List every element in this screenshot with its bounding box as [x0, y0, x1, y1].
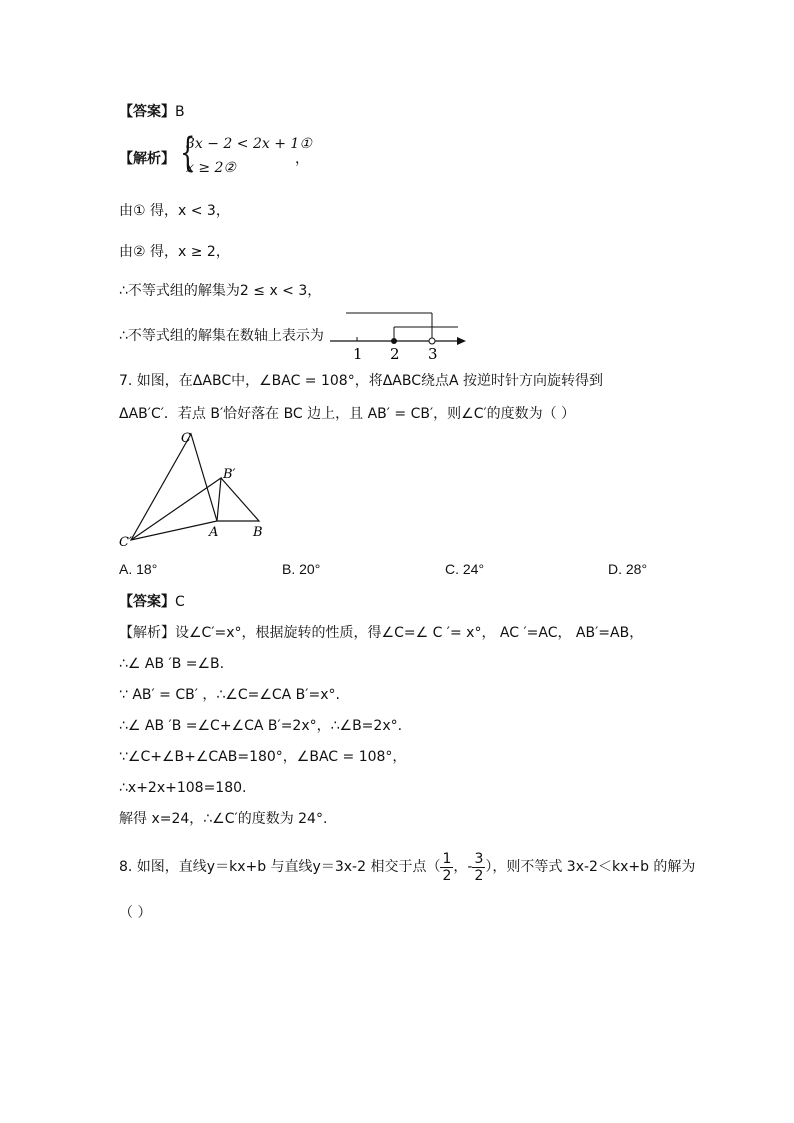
choice-b: B. 20° — [282, 561, 321, 577]
q7-stem-line-2: ΔAB′C′．若点 B′恰好落在 BC 边上，且 AB′ = CB′，则∠C′的度数为（ ） — [119, 406, 576, 422]
choice-c: C. 24° — [445, 561, 485, 577]
numberline-intro: ∴不等式组的解集在数轴上表示为 — [119, 328, 324, 344]
tick-label-3: 3 — [428, 345, 438, 363]
answer-tag: 【答案】 — [119, 104, 175, 120]
q8-stem-post: ），则不等式 3x-2＜kx+b 的解为 — [485, 859, 696, 875]
fraction-three-halves: $\frac{3}{2}$ — [474, 850, 484, 884]
label-C-prime: C′ — [119, 535, 132, 550]
q7-analysis-line-3: ∵ AB′ = CB′ ，∴∠C=∠CA B′=x°. — [119, 687, 340, 703]
fraction-one-half: $\frac{1}{2}$ — [442, 850, 452, 884]
answer-line — [119, 102, 185, 122]
choice-d: D. 28° — [608, 561, 648, 577]
q7-analysis-line-4: ∴∠ AB ′B =∠C+∠CA B′=2x°，∴∠B=2x°. — [119, 718, 403, 734]
q8-separator: ，- — [453, 859, 473, 875]
system-tail: ， — [295, 151, 309, 167]
answer-value: B — [175, 104, 185, 120]
solution-line: ∴不等式组的解集为2 ≤ x < 3， — [119, 283, 322, 299]
triangle-rotation-figure — [115, 428, 275, 552]
number-line-diagram — [330, 308, 470, 364]
closed-point-2 — [391, 338, 397, 344]
q7-analysis-line-6: ∴x+2x+108=180. — [119, 780, 247, 796]
q8-stem-pre: 8. 如图，直线y＝kx+b 与直线y＝3x-2 相交于点（ — [119, 859, 441, 875]
derivation-line-2: 由② 得，x ≥ 2， — [119, 244, 230, 260]
q8-stem-line — [119, 848, 695, 886]
derivation-line-1: 由① 得，x < 3， — [119, 203, 230, 219]
label-B-prime: B′ — [223, 467, 236, 482]
q7-answer-tag: 【答案】 — [119, 594, 175, 610]
system-brace: { — [180, 130, 196, 176]
tick-label-2: 2 — [390, 345, 400, 363]
q7-answer-value: C — [175, 594, 185, 610]
label-A: A — [209, 525, 219, 540]
choice-a: A. 18° — [119, 561, 158, 577]
q7-analysis-line-2: ∴∠ AB ′B =∠B. — [119, 656, 225, 672]
q7-answer-line — [119, 592, 185, 612]
label-B: B — [253, 525, 263, 540]
q7-analysis-line-1: 【解析】设∠C′=x°，根据旋转的性质，得∠C=∠ C ′= x°， AC ′=AC， AB′=AB， — [119, 625, 644, 641]
q7-analysis-line-5: ∵∠C+∠B+∠CAB=180°，∠BAC = 108°， — [119, 749, 407, 765]
q7-stem-line-1: 7. 如图，在ΔABC中，∠BAC = 108°，将ΔABC绕点A 按逆时针方向旋转得到 — [119, 373, 604, 389]
q7-analysis-line-7: 解得 x=24，∴∠C′的度数为 24°. — [119, 811, 328, 827]
label-C: C — [181, 431, 191, 446]
system-row-2: x ≥ 2② — [186, 160, 236, 176]
tick-label-1: 1 — [353, 345, 363, 363]
analysis-tag: 【解析】 — [119, 151, 175, 167]
open-point-3 — [429, 338, 435, 344]
system-row-1: 3x − 2 < 2x + 1① — [186, 136, 312, 152]
q8-answer-paren: （ ） — [119, 905, 152, 921]
